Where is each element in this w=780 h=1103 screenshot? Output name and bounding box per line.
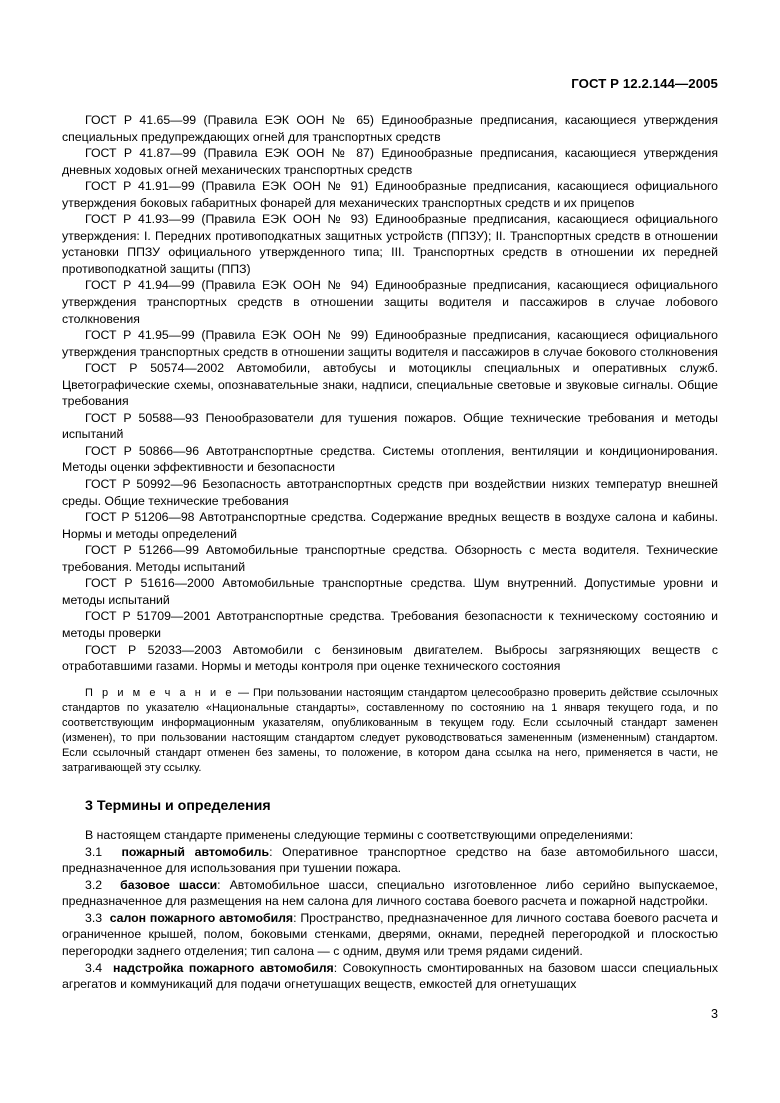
definition-separator: : [293,910,301,925]
reference-item: ГОСТ Р 50574—2002 Автомобили, автобусы и мотоциклы специальных и оперативных служб. Цветографические схемы, опознавательные знаки, надписи, специальные световые и звуковые сигналы. Общие требования [62,361,718,409]
definition-separator: : [333,960,343,975]
reference-item: ГОСТ Р 50992—96 Безопасность автотранспортных средств при воздействии низких температур внешней среды. Общие технические требования [62,477,718,508]
reference-item: ГОСТ Р 41.91—99 (Правила ЕЭК ООН № 91) Единообразные предписания, касающиеся официального утверждения боковых габаритных фонарей для механических транспортных средств и их прицепов [62,179,718,210]
definition-text: Автомобильное шасси, специально изготовленное либо серийно выпускаемое, предназначенное для размещения на нем салона для личного состава боевого расчета и пожарной надстройки. [62,877,718,909]
definition-separator: : [269,844,283,859]
definition-text: Пространство, предназначенное для личного состава боевого расчета и ограниченное крышей, полом, боковыми стенками, дверями, окнами, передней перегородкой и плоскостью перегородки заднего отделения; тип салона — с одним, двумя или тремя рядами сидений. [62,910,718,958]
reference-item: ГОСТ Р 41.87—99 (Правила ЕЭК ООН № 87) Единообразные предписания, касающиеся утверждения дневных ходовых огней механических транспортных средств [62,146,718,177]
definition-item [62,877,718,910]
definition-text: Совокупность смонтированных на базовом шасси специальных агрегатов и коммуникаций для подачи огнетушащих веществ, емкостей для огнетушащих [62,960,718,992]
definition-item [62,910,718,960]
definition-number: 3.4 [85,960,103,975]
section-heading: 3 Термины и определения [85,798,271,815]
definition-term: надстройка пожарного автомобиля [113,960,334,975]
definition-item [62,960,718,993]
note-dash: — [234,686,253,699]
definition-term: салон пожарного автомобиля [109,910,294,925]
reference-item: ГОСТ Р 50588—93 Пенообразователи для тушения пожаров. Общие технические требования и методы испытаний [62,410,718,442]
definition-number: 3.1 [85,844,103,859]
page-number: 3 [710,1007,718,1021]
definition-term: пожарный автомобиль [121,844,270,859]
definition-term: базовое шасси [120,877,218,892]
page-header-standard-id: ГОСТ Р 12.2.144—2005 [571,76,718,91]
definitions-block [62,827,718,992]
definition-separator: : [217,877,230,892]
definitions-intro: В настоящем стандарте применены следующие термины с соответствующими определениями: [85,828,634,843]
reference-item: ГОСТ Р 51266—99 Автомобильные транспортные средства. Обзорность с места водителя. Технические требования. Методы испытаний [62,543,718,574]
page-content [62,112,718,993]
note-text: При пользовании настоящим стандартом целесообразно проверить действие ссылочных стандартов по указателю «Национальные стандарты», составленному по состоянию на 1 января текущего года, и по соответствующим информационным указателям, опубликованным в текущем году. Если ссылочный стандарт заменен (изменен), то при пользовании настоящим стандартом следует руководствоваться замененным (измененным) стандартом. Если ссылочный стандарт отменен без замены, то положение, в котором дана ссылка на него, применяется в части, не затрагивающей эту ссылку. [62,686,718,775]
note-paragraph [62,686,718,777]
reference-item: ГОСТ Р 50866—96 Автотранспортные средства. Системы отопления, вентиляции и кондиционирования. Методы оценки эффективности и безопасности [62,443,718,475]
definition-number: 3.2 [85,877,103,892]
reference-item: ГОСТ Р 41.65—99 (Правила ЕЭК ООН № 65) Единообразные предписания, касающиеся утверждения специальных предупреждающих огней для транспортных средств [62,113,718,144]
definition-item [62,844,718,877]
reference-item: ГОСТ Р 52033—2003 Автомобили с бензиновым двигателем. Выбросы загрязняющих веществ с отработавшими газами. Нормы и методы контроля при оценке технического состояния [62,642,718,674]
reference-item: ГОСТ Р 51709—2001 Автотранспортные средства. Требования безопасности к техническому состоянию и методы проверки [62,609,718,640]
reference-item: ГОСТ Р 41.93—99 (Правила ЕЭК ООН № 93) Единообразные предписания, касающиеся официального утверждения: I. Передних противоподкатных защитных устройств (ППЗУ); II. Транспортных средств в отношении установки ППЗУ официального утвержденного типа; III. Транспортных средств в отношении их передней противоподкатной защиты (ППЗ) [62,212,718,276]
definition-number: 3.3 [85,910,103,925]
reference-item: ГОСТ Р 51616—2000 Автомобильные транспортные средства. Шум внутренний. Допустимые уровни и методы испытаний [62,576,718,607]
definition-text: Оперативное транспортное средство на базе автомобильного шасси, предназначенное для использования при тушении пожара. [62,844,718,876]
note-label: П р и м е ч а н и е [85,686,235,699]
reference-item: ГОСТ Р 51206—98 Автотранспортные средства. Содержание вредных веществ в воздухе салона и кабины. Нормы и методы определений [62,510,718,541]
reference-item: ГОСТ Р 41.95—99 (Правила ЕЭК ООН № 99) Единообразные предписания, касающиеся официального утверждения транспортных средств в отношении защиты водителя и пассажиров в случае бокового столкновения [62,328,718,359]
referenced-standards-list [62,112,718,675]
reference-item: ГОСТ Р 41.94—99 (Правила ЕЭК ООН № 94) Единообразные предписания, касающиеся официального утверждения транспортных средств в отношении защиты водителя и пассажиров в случае лобового столкновения [62,278,718,326]
